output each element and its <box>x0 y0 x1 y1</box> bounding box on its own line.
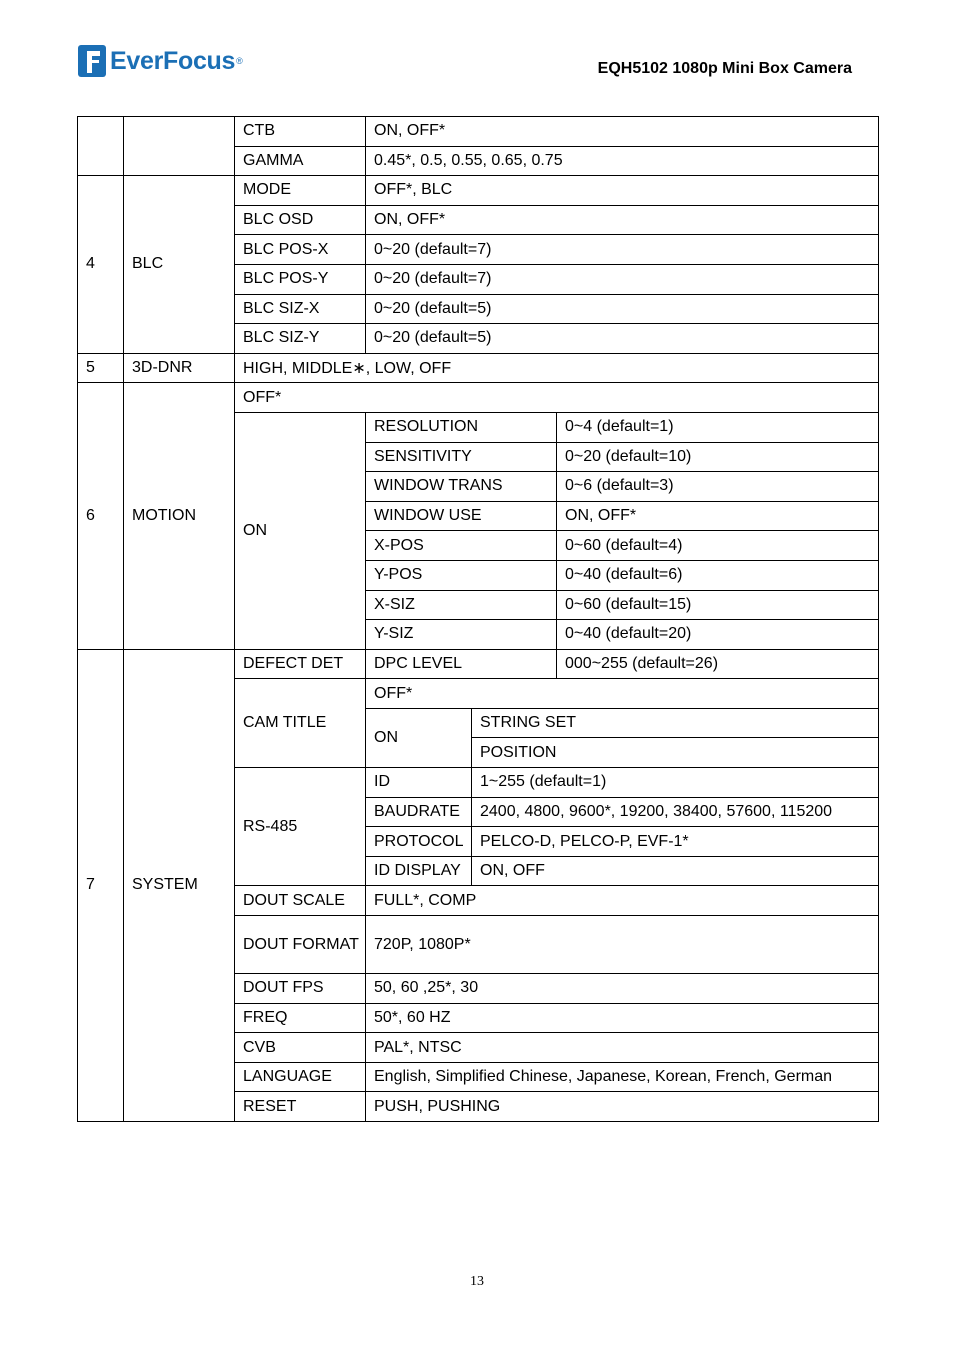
setting-label: BLC POS-Y <box>235 264 366 294</box>
setting-value: 0~20 (default=7) <box>366 264 879 294</box>
setting-label: BLC POS-X <box>235 235 366 265</box>
setting-value: 50, 60 ,25*, 30 <box>366 974 879 1004</box>
item-name: SYSTEM <box>124 649 235 1121</box>
table-row <box>78 117 879 147</box>
setting-value: 1~255 (default=1) <box>472 768 879 798</box>
setting-label: DEFECT DET <box>235 649 366 679</box>
setting-label: GAMMA <box>235 146 366 176</box>
setting-label: LANGUAGE <box>235 1062 366 1092</box>
setting-value: ON, OFF* <box>366 117 879 147</box>
table-row <box>78 353 879 383</box>
setting-label: DOUT SCALE <box>235 886 366 916</box>
setting-value: 0~20 (default=7) <box>366 235 879 265</box>
setting-label: DOUT FORMAT <box>235 916 366 974</box>
setting-label: ID DISPLAY <box>366 856 472 886</box>
document-title: EQH5102 1080p Mini Box Camera <box>597 60 852 77</box>
everfocus-logo-icon <box>78 45 106 77</box>
setting-value: STRING SET <box>472 708 879 738</box>
setting-value: FULL*, COMP <box>366 886 879 916</box>
setting-value: 0~60 (default=4) <box>557 531 879 561</box>
setting-label: MODE <box>235 176 366 206</box>
setting-label: CAM TITLE <box>235 679 366 768</box>
setting-value: 0~6 (default=3) <box>557 472 879 502</box>
item-number: 7 <box>78 649 124 1121</box>
setting-label: ID <box>366 768 472 798</box>
page-number: 13 <box>470 1274 484 1289</box>
setting-value: 720P, 1080P* <box>366 916 879 974</box>
setting-value: 0~20 (default=10) <box>557 442 879 472</box>
setting-value: 2400, 4800, 9600*, 19200, 38400, 57600, 115200 <box>472 797 879 827</box>
setting-value: 0~20 (default=5) <box>366 294 879 324</box>
setting-value: PELCO-D, PELCO-P, EVF-1* <box>472 827 879 857</box>
item-number: 6 <box>78 383 124 649</box>
setting-value: 50*, 60 HZ <box>366 1003 879 1033</box>
setting-label: BLC SIZ-X <box>235 294 366 324</box>
setting-label: RS-485 <box>235 768 366 886</box>
item-number: 4 <box>78 176 124 354</box>
setting-value: PAL*, NTSC <box>366 1033 879 1063</box>
table-row <box>78 383 879 413</box>
table-row <box>78 176 879 206</box>
setting-label: CTB <box>235 117 366 147</box>
setting-label: RESET <box>235 1092 366 1122</box>
setting-value: 0~40 (default=20) <box>557 620 879 650</box>
item-name: BLC <box>124 176 235 354</box>
setting-label: X-POS <box>366 531 557 561</box>
setting-label: Y-SIZ <box>366 620 557 650</box>
setting-label: ON <box>366 708 472 767</box>
setting-value: PUSH, PUSHING <box>366 1092 879 1122</box>
setting-value: 0~60 (default=15) <box>557 590 879 620</box>
setting-value: OFF*, BLC <box>366 176 879 206</box>
table-row <box>78 649 879 679</box>
setting-label: DOUT FPS <box>235 974 366 1004</box>
table-cell <box>78 117 124 176</box>
setting-label: DPC LEVEL <box>366 649 557 679</box>
setting-value: 0~40 (default=6) <box>557 560 879 590</box>
setting-value: 000~255 (default=26) <box>557 649 879 679</box>
setting-value: OFF* <box>366 679 879 709</box>
setting-value: ON, OFF <box>472 856 879 886</box>
setting-label: BAUDRATE <box>366 797 472 827</box>
setting-value: 0.45*, 0.5, 0.55, 0.65, 0.75 <box>366 146 879 176</box>
item-name: 3D-DNR <box>124 353 235 383</box>
setting-label: SENSITIVITY <box>366 442 557 472</box>
setting-label: X-SIZ <box>366 590 557 620</box>
setting-label: RESOLUTION <box>366 412 557 442</box>
setting-label: BLC OSD <box>235 205 366 235</box>
setting-label: Y-POS <box>366 560 557 590</box>
setting-label: WINDOW USE <box>366 501 557 531</box>
setting-value: 0~4 (default=1) <box>557 412 879 442</box>
logo-registered-mark: ® <box>236 56 243 66</box>
setting-value: English, Simplified Chinese, Japanese, Korean, French, German <box>366 1062 879 1092</box>
setting-value: OFF* <box>235 383 879 413</box>
setting-value: ON, OFF* <box>557 501 879 531</box>
item-number: 5 <box>78 353 124 383</box>
table-cell <box>124 117 235 176</box>
setting-value: HIGH, MIDDLE∗, LOW, OFF <box>235 353 879 383</box>
logo-text: EverFocus <box>110 46 236 75</box>
setting-label: PROTOCOL <box>366 827 472 857</box>
setting-value: ON, OFF* <box>366 205 879 235</box>
setting-label: WINDOW TRANS <box>366 472 557 502</box>
setting-value: 0~20 (default=5) <box>366 324 879 354</box>
setting-label: CVB <box>235 1033 366 1063</box>
setting-label: ON <box>235 412 366 649</box>
setting-value: POSITION <box>472 738 879 768</box>
setting-label: FREQ <box>235 1003 366 1033</box>
everfocus-logo <box>78 44 243 78</box>
item-name: MOTION <box>124 383 235 649</box>
setting-label: BLC SIZ-Y <box>235 324 366 354</box>
menu-spec-table <box>77 116 879 1122</box>
